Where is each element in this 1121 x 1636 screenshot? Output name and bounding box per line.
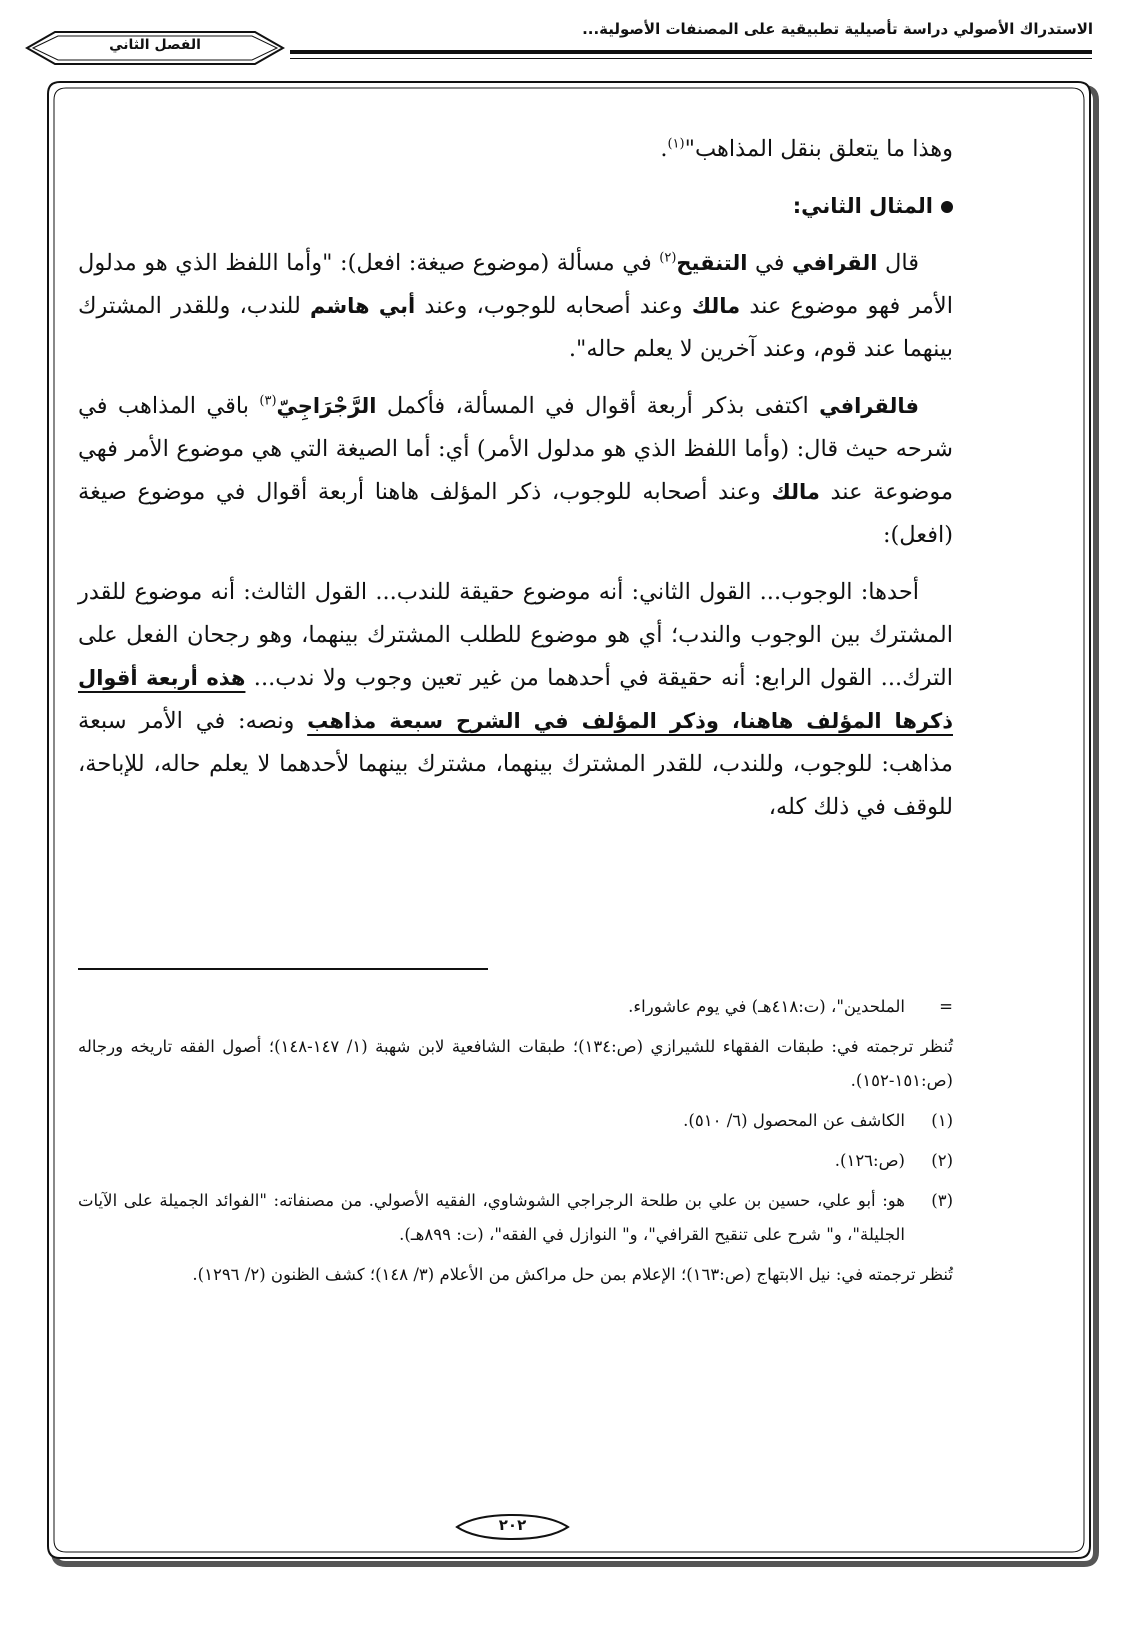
footnote-text: تُنظر ترجمته في: نيل الابتهاج (ص:١٦٣)؛ الإعلام بمن حل مراكش من الأعلام (٣/ ١٤٨)؛ كشف الظنون (٢/ ١٢٩٦).: [192, 1265, 953, 1284]
footnote-continuation: [78, 990, 953, 1024]
footnote-text: الملحدين"، (ت:٤١٨هـ) في يوم عاشوراء.: [628, 997, 905, 1016]
footnote-number: (٣): [931, 1191, 953, 1210]
name-qarafi: القرافي: [792, 251, 878, 275]
footnote-number: (١): [931, 1111, 953, 1130]
footnote-separator: [78, 968, 488, 970]
footnotes: [78, 990, 953, 1298]
name-malik-2: مالك: [771, 480, 820, 504]
footnote-1: [78, 1104, 953, 1138]
paragraph-4: أحدها: الوجوب... القول الثاني: أنه موضوع حقيقة للندب... القول الثالث: أنه موضوع للقدر المشترك بين الوجوب والندب؛ أي هو موضوع للطلب المشترك بينهما، وهو رجحان الفعل على الترك... القول الرابع: أنه حقيقة في أحدهما من غير تعين وجوب ولا ندب... هذه أربعة أقوال ذكرها المؤلف هاهنا، وذكر المؤلف في الشرح سبعة مذاهب ونصه: في الأمر سبعة مذاهب: للوجوب، وللندب، للقدر المشترك بينهما، مشترك بينهما لأحدهما لا يعلم حاله، للإباحة، للوقف في ذلك كله،: [78, 579, 953, 820]
footnote-text: الكاشف عن المحصول (٦/ ٥١٠).: [683, 1111, 905, 1130]
footnote-ref-2: (٢): [659, 250, 677, 266]
footnote-3-cont: [78, 1258, 953, 1292]
page-number: ٢٠٢: [498, 1516, 527, 1534]
paragraph-2: قال القرافي في التنقيح$^{(٢)}$ في مسألة (موضوع صيغة: افعل): "وأما اللفظ الذي هو مدلول الأمر فهو موضوع عند مالك وعند أصحابه للوجوب، وعند أبي هاشم للندب، وللقدر المشترك بينهما عند قوم، وعند آخرين لا يعلم حاله".: [78, 250, 953, 362]
name-rajraji: الرَّجْرَاجِيّ: [276, 394, 377, 418]
bullet-icon: [941, 201, 953, 213]
name-malik: مالك: [691, 294, 741, 318]
footnote-number: (٢): [931, 1151, 953, 1170]
section-heading: المثال الثاني:: [78, 185, 953, 228]
name-qarafi-2: فالقرافي: [819, 394, 919, 418]
paragraph-3: فالقرافي اكتفى بذكر أربعة أقوال في المسألة، فأكمل الرَّجْرَاجِيّ$^{(٣)}$ باقي المذاهب في شرحه حيث قال: (وأما اللفظ الذي هو مدلول الأمر) أي: أما الصيغة التي هي موضوع الأمر فهي موضوعة عند مالك وعند أصحابه للوجوب، ذكر المؤلف هاهنا أربعة أقوال في موضوع صيغة (افعل):: [78, 393, 953, 548]
footnote-ref-3: (٣): [259, 393, 277, 409]
footnote-text: (ص:١٢٦).: [834, 1151, 905, 1170]
continuation-marker: =: [939, 997, 953, 1016]
footnote-continuation-2: [78, 1030, 953, 1098]
paragraph-1: وهذا ما يتعلق بنقل المذاهب"$^{(١)}$.: [660, 136, 953, 162]
footnote-text: هو: أبو علي، حسين بن علي بن طلحة الرجراجي الشوشاوي، الفقيه الأصولي. من مصنفاته: "الفوائد الجميلة على الآيات الجليلة"، و" شرح على تنقيح القرافي"، و" النوازل في الفقه"، (ت: ٨٩٩هـ).: [78, 1191, 905, 1244]
underlined-phrase: هذه أربعة أقوال ذكرها المؤلف هاهنا، وذكر المؤلف في الشرح سبعة مذاهب: [78, 666, 953, 733]
footnote-3: [78, 1184, 953, 1252]
main-text: [78, 128, 953, 829]
footnote-text: تُنظر ترجمته في: طبقات الفقهاء للشيرازي (ص:١٣٤)؛ طبقات الشافعية لابن شهبة (١/ ١٤٧-١٤٨)؛ أصول الفقه تاريخه ورجاله (ص:١٥١-١٥٢).: [78, 1037, 954, 1090]
footnote-2: [78, 1144, 953, 1178]
book-title: الاستدراك الأصولي دراسة تأصيلية تطبيقية على المصنفات الأصولية...: [582, 20, 1093, 38]
page-number-badge: [455, 1512, 570, 1542]
name-abu-hashim: أبي هاشم: [310, 294, 416, 318]
footnote-ref-1: (١): [667, 136, 685, 152]
chapter-label: الفصل الثاني: [109, 37, 201, 53]
name-tanqih: التنقيح: [676, 251, 748, 275]
